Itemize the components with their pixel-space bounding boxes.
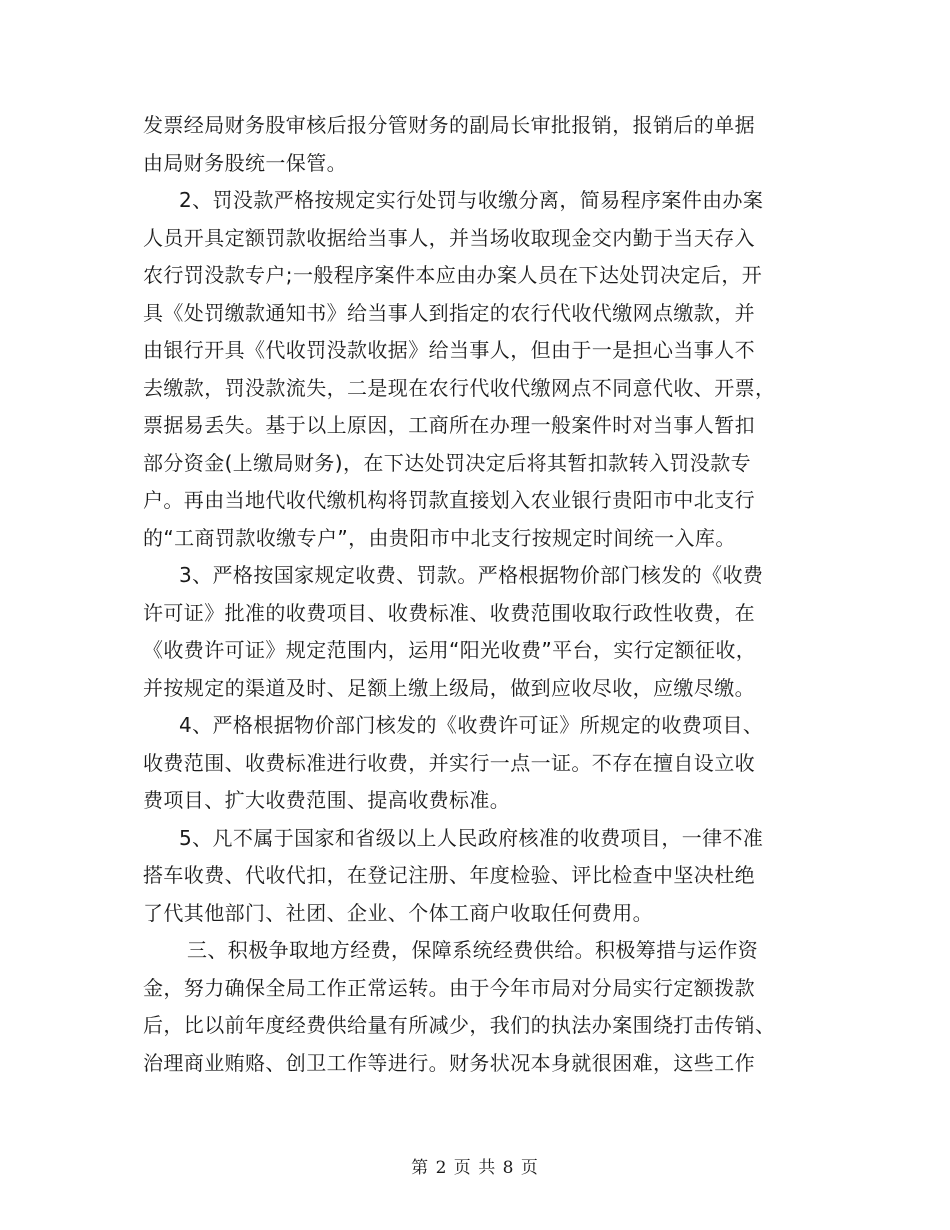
text-line: 发票经局财务股审核后报分管财务的副局长审批报销，报销后的单据 [143, 113, 755, 137]
text-line: 的“工商罚款收缴专户”，由贵阳市中北支行按规定时间统一入库。 [143, 525, 736, 550]
paragraph-start-line: 三、积极争取地方经费，保障系统经费供给。积极筹措与运作资 [187, 938, 759, 962]
text-line: 由局财务股统一保管。 [143, 150, 347, 175]
text-line: 后，比以前年度经费供给量有所减少，我们的执法办案围绕打击传销、 [143, 1013, 776, 1037]
text-line: 收费范围、收费标准进行收费，并实行一点一证。不存在擅自设立收 [143, 750, 755, 775]
text-line: 金，努力确保全局工作正常运转。由于今年市局对分局实行定额拨款 [143, 975, 755, 1000]
paragraph-start-line: 5、凡不属于国家和省级以上人民政府核准的收费项目，一律不准 [179, 825, 764, 850]
text-line: 具《处罚缴款通知书》给当事人到指定的农行代收代缴网点缴款，并 [143, 300, 755, 325]
text-line: 户。再由当地代收代缴机构将罚款直接划入农业银行贵阳市中北支行 [143, 488, 755, 512]
paragraph-start-line: 3、严格按国家规定收费、罚款。严格根据物价部门核发的《收费 [179, 563, 764, 587]
text-line: 搭车收费、代收代扣，在登记注册、年度检验、评比检查中坚决杜绝 [143, 863, 755, 887]
text-line: 由银行开具《代收罚没款收据》给当事人，但由于一是担心当事人不 [143, 338, 755, 362]
page-number-footer: 第 2 页 共 8 页 [411, 1158, 539, 1178]
text-line: 许可证》批准的收费项目、收费标准、收费范围收取行政性收费，在 [143, 600, 755, 625]
body-text [143, 107, 807, 1082]
text-line: 去缴款，罚没款流失，二是现在农行代收代缴网点不同意代收、开票， [143, 375, 776, 400]
text-line: 票据易丢失。基于以上原因，工商所在办理一般案件时对当事人暂扣 [143, 413, 755, 437]
text-line: 了代其他部门、社团、企业、个体工商户收取任何费用。 [143, 900, 653, 925]
text-line: 人员开具定额罚款收据给当事人，并当场收取现金交内勤于当天存入 [143, 225, 755, 250]
text-line: 费项目、扩大收费范围、提高收费标准。 [143, 788, 511, 812]
text-line: 《收费许可证》规定范围内，运用“阳光收费”平台，实行定额征收， [143, 638, 757, 662]
paragraph-start-line: 4、严格根据物价部门核发的《收费许可证》所规定的收费项目、 [179, 713, 764, 737]
paragraph-start-line: 2、罚没款严格按规定实行处罚与收缴分离，简易程序案件由办案 [179, 188, 764, 212]
text-line: 部分资金(上缴局财务)，在下达处罚决定后将其暂扣款转入罚没款专 [143, 450, 752, 475]
text-line: 治理商业贿赂、创卫工作等进行。财务状况本身就很困难，这些工作 [143, 1050, 755, 1075]
text-line: 农行罚没款专户;一般程序案件本应由办案人员在下达处罚决定后，开 [143, 263, 763, 287]
text-line: 并按规定的渠道及时、足额上缴上级局，做到应收尽收，应缴尽缴。 [143, 675, 755, 700]
